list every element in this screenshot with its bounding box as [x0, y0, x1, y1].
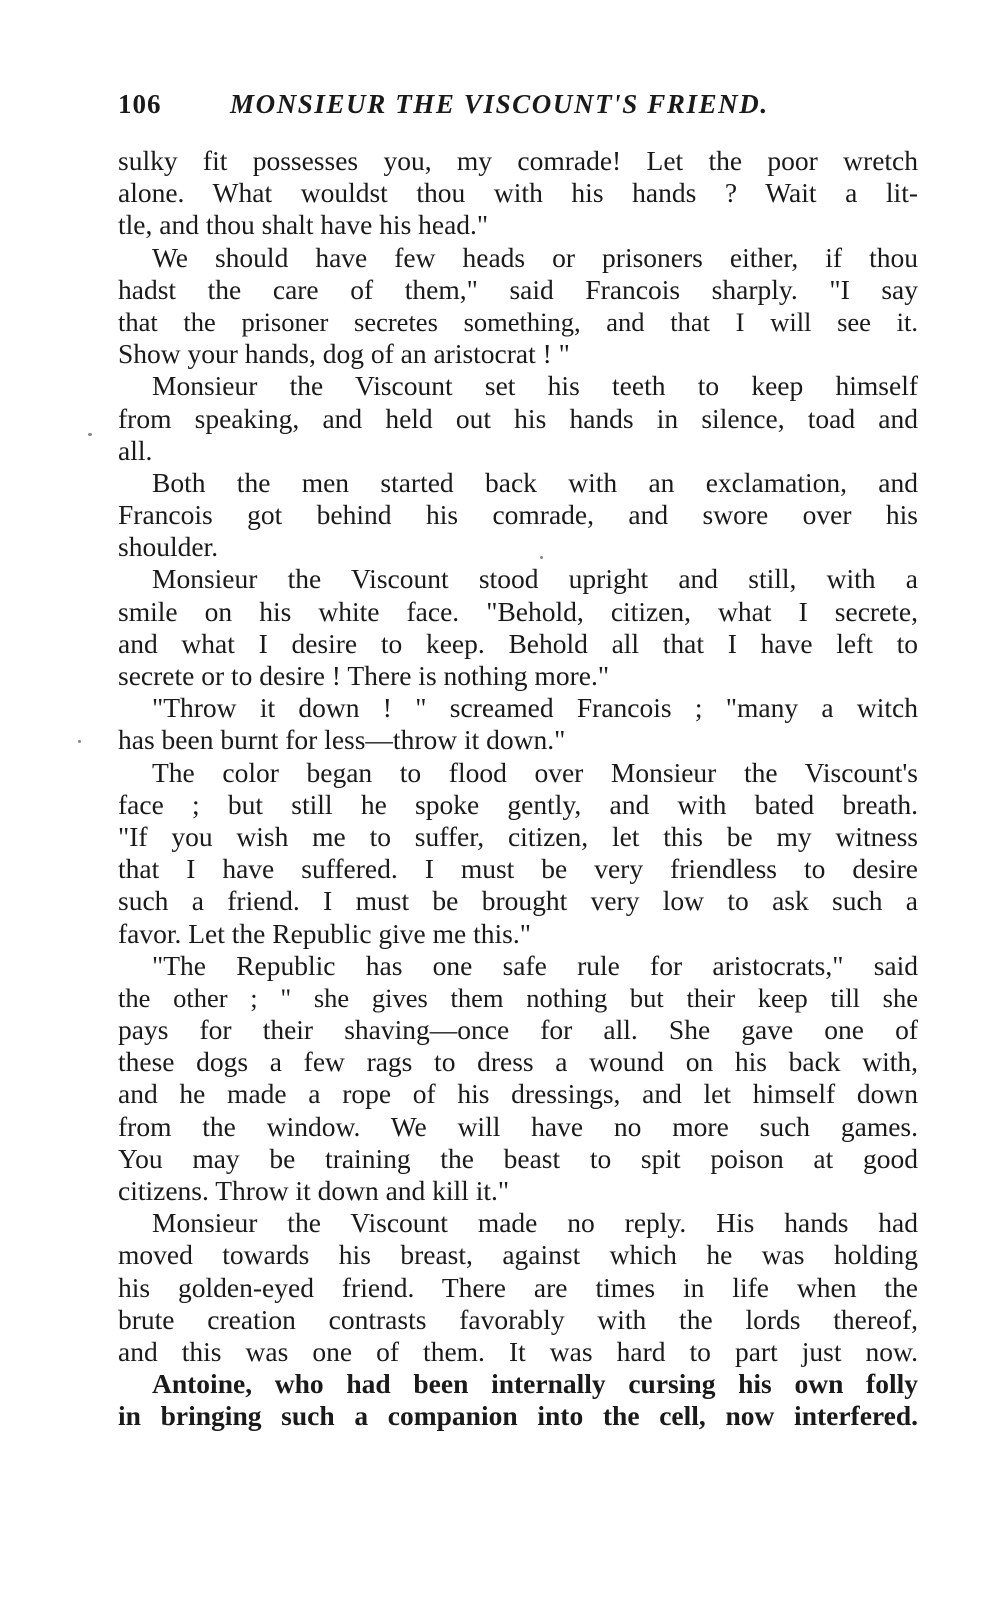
text-line: such a friend. I must be brought very low to ask such a: [118, 885, 918, 917]
text-line: smile on his white face. "Behold, citizen, what I secrete,: [118, 595, 918, 627]
page-header: [118, 86, 918, 122]
text-line: Show your hands, dog of an aristocrat ! ": [118, 338, 570, 370]
text-line: that I have suffered. I must be very friendless to desire: [118, 853, 918, 885]
body-text: [118, 145, 918, 1433]
text-line: Antoine, who had been internally cursing his own folly: [152, 1368, 918, 1400]
text-line: has been burnt for less—throw it down.": [118, 724, 566, 756]
text-line: alone. What wouldst thou with his hands ? Wait a lit-: [118, 177, 918, 209]
text-line: Monsieur the Viscount set his teeth to keep himself: [152, 370, 918, 402]
text-line: pays for their shaving—once for all. She gave one of: [118, 1014, 918, 1046]
text-line: "If you wish me to suffer, citizen, let this be my witness: [118, 820, 918, 852]
text-line: all.: [118, 434, 153, 466]
text-line: these dogs a few rags to dress a wound on his back with,: [118, 1046, 918, 1078]
text-line: secrete or to desire ! There is nothing more.": [118, 660, 610, 691]
text-line: We should have few heads or prisoners either, if thou: [152, 241, 918, 273]
text-line: "Throw it down ! " screamed Francois ; "many a witch: [152, 692, 918, 724]
text-line: Both the men started back with an exclamation, and: [152, 466, 918, 498]
text-line: from speaking, and held out his hands in silence, toad and: [118, 402, 918, 434]
stray-mark: [78, 740, 81, 743]
text-line: and he made a rope of his dressings, and let himself down: [118, 1078, 918, 1110]
text-line: shoulder.: [118, 531, 219, 563]
text-line: Monsieur the Viscount made no reply. His hands had: [152, 1207, 918, 1239]
stray-mark: [540, 556, 543, 559]
text-line: from the window. We will have no more such games.: [118, 1110, 918, 1142]
text-line: brute creation contrasts favorably with the lords thereof,: [118, 1303, 918, 1335]
text-line: and what I desire to keep. Behold all that I have left to: [118, 627, 918, 659]
text-line: Francois got behind his comrade, and swore over his: [118, 499, 918, 531]
stray-mark: [88, 433, 92, 436]
text-line: hadst the care of them," said Francois sharply. "I say: [118, 273, 918, 305]
text-line: his golden-eyed friend. There are times in life when the: [118, 1271, 918, 1303]
running-title: MONSIEUR THE VISCOUNT'S FRIEND.: [230, 89, 769, 119]
text-line: "The Republic has one safe rule for aristocrats," said: [152, 949, 918, 981]
text-line: and this was one of them. It was hard to part just now.: [118, 1335, 918, 1367]
text-line: tle, and thou shalt have his head.": [118, 209, 489, 241]
text-line: Monsieur the Viscount stood upright and still, with a: [152, 563, 918, 595]
text-line: The color began to flood over Monsieur the Viscount's: [152, 756, 918, 788]
text-line: face ; but still he spoke gently, and with bated breath.: [118, 788, 918, 820]
text-line: that the prisoner secretes something, and that I will see it.: [118, 306, 918, 337]
text-line: You may be training the beast to spit poison at good: [118, 1142, 918, 1174]
page-number: 106: [118, 89, 162, 119]
text-line: in bringing such a companion into the cell, now interfered.: [118, 1400, 918, 1432]
text-line: the other ; " she gives them nothing but their keep till she: [118, 982, 918, 1013]
text-line: favor. Let the Republic give me this.": [118, 917, 531, 949]
text-line: citizens. Throw it down and kill it.": [118, 1175, 510, 1206]
text-line: sulky fit possesses you, my comrade! Let the poor wretch: [118, 145, 918, 176]
text-line: moved towards his breast, against which he was holding: [118, 1239, 918, 1271]
